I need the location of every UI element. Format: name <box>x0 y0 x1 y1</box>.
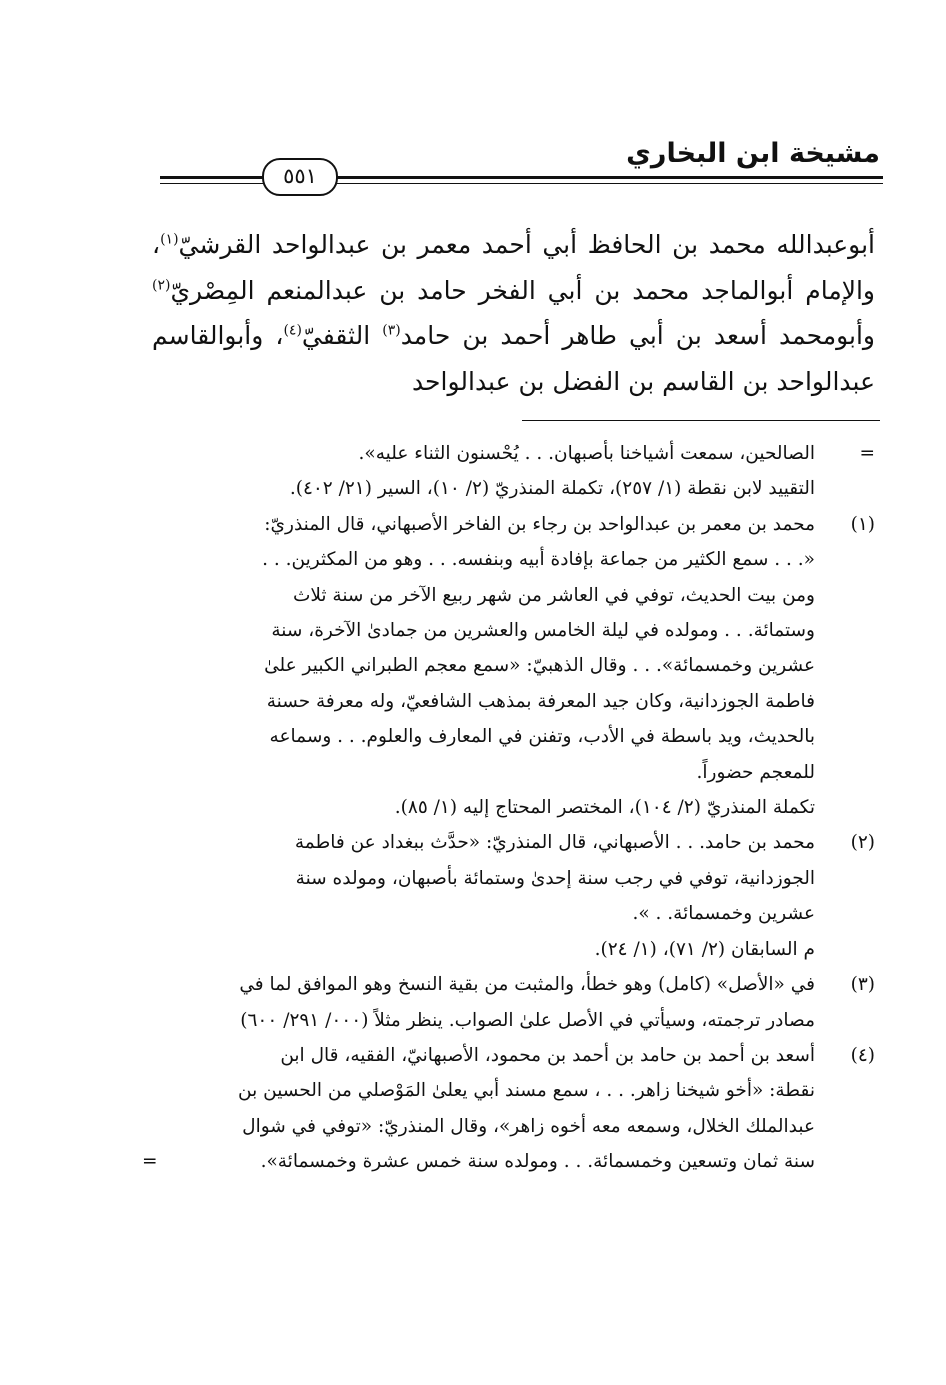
footnote-1 <box>152 507 875 826</box>
footnote-separator <box>522 420 880 421</box>
footnote-marker: (١) <box>850 513 875 535</box>
footnote-line: الصالحين، سمعت أشياخنا بأصبهان. . . يُحْسنون الثناء عليه». <box>358 443 815 464</box>
footnote-source: م السابقان (٢/ ٧١)، (١/ ٢٤). <box>594 938 815 960</box>
footnote-line: التقييد لابن نقطة (١/ ٢٥٧)، تكملة المنذريّ (٢/ ١٠)، السير (٢١/ ٤٠٢). <box>289 478 815 500</box>
main-text <box>152 222 875 404</box>
footnote-line: تكملة المنذريّ (٢/ ١٠٤)، المختصر المحتاج إليه (١/ ٨٥). <box>394 797 815 819</box>
footnote-continuation <box>152 436 875 507</box>
footnote-line: فاطمة الجوزدانية، وكان جيد المعرفة بمذهب الشافعيّ، وله معرفة حسنة <box>266 690 815 712</box>
footnote-line: عشرين وخمسمائة». . . وقال الذهبيّ: «سمع معجم الطبراني الكبير علىٰ <box>264 655 815 677</box>
footnote-line: سنة ثمان وتسعين وخمسمائة. . . ومولده سنة خمس عشرة وخمسمائة». <box>260 1151 815 1173</box>
footnote-line: نقطة: «أخو شيخنا زاهر. . . ، سمع مسند أبي يعلىٰ المَوْصلي من الحسين بن <box>238 1080 815 1102</box>
main-text-part: الثقفيّ <box>301 321 383 350</box>
page-number: ٥٥١ <box>262 158 338 196</box>
main-text-part: أبوعبدالله محمد بن الحافظ أبي أحمد معمر بن عبدالواحد القرشيّ <box>178 230 875 259</box>
continuation-mark: = <box>859 443 875 464</box>
footnote-line: ومن بيت الحديث، توفي في العاشر من شهر ربيع الآخر من سنة ثلاث <box>292 584 815 606</box>
footnote-marker: (٤) <box>850 1044 875 1066</box>
continuation-mark: = <box>142 1151 158 1173</box>
footnote-ref: (١) <box>160 231 179 248</box>
footnote-line: «. . . سمع الكثير من جماعة بإفادة أبيه وبنفسه. . . وهو من المكثرين. . . <box>262 549 815 571</box>
footnote-3 <box>152 967 875 1038</box>
footnote-ref: (٣) <box>382 322 401 339</box>
footnote-ref: (٢) <box>152 277 171 294</box>
book-title: مشيخة ابن البخاري <box>626 138 880 169</box>
footnote-line: بالحديث، ويد باسطة في الأدب، وتفنن في المعارف والعلوم. . . وسماعه <box>269 726 815 748</box>
footnote-line: الجوزدانية، توفي في رجب سنة إحدىٰ وستمائة بأصبهان، ومولده سنة <box>295 867 815 889</box>
footnote-marker: (٢) <box>850 832 875 854</box>
footnote-line: وستمائة. . . ومولده في ليلة الخامس والعشرين من جمادىٰ الآخرة، سنة <box>271 620 815 642</box>
footnote-line: مصادر ترجمته، وسيأتي في الأصل علىٰ الصواب. ينظر مثلاً (٠٠٠/ ٢٩١/ ٦٠٠) <box>240 1009 815 1031</box>
footnote-marker: (٣) <box>850 974 875 996</box>
footnote-line: عشرين وخمسمائة. . ». <box>632 903 815 925</box>
footnote-line: في «الأصل» (كامل) وهو خطأ، والمثبت من بقية النسخ وهو الموافق لما في <box>239 974 815 996</box>
footnote-line: للمعجم حضوراً. <box>696 761 815 783</box>
footnote-line: عبدالملك الخلال، وسمعه معه أخوه زاهر»، وقال المنذريّ: «توفي في شوال <box>242 1115 815 1137</box>
footnote-line: محمد بن معمر بن عبدالواحد بن رجاء بن الفاخر الأصبهاني، قال المنذريّ: <box>264 513 815 535</box>
footnotes <box>142 436 875 1180</box>
footnote-line: محمد بن حامد. . . الأصبهاني، قال المنذريّ: «حدَّث ببغداد عن فاطمة <box>294 832 815 854</box>
footnote-ref: (٤) <box>283 322 302 339</box>
footnote-2 <box>152 825 875 967</box>
main-text-part: ، والإمام أبوالماجد محمد بن أبي الفخر حامد بن عبدالمنعم المِصْريّ <box>152 230 875 305</box>
main-text-part: ، وأبوالقاسم عبدالواحد بن القاسم بن الفضل بن عبدالواحد <box>152 321 875 396</box>
footnote-4 <box>142 1038 875 1180</box>
footnote-line: أسعد بن أحمد بن حامد بن أحمد بن محمود، الأصبهانيّ، الفقيه، قال ابن <box>280 1044 815 1066</box>
main-text-part: وأبومحمد أسعد بن أبي طاهر أحمد بن حامد <box>400 321 875 350</box>
